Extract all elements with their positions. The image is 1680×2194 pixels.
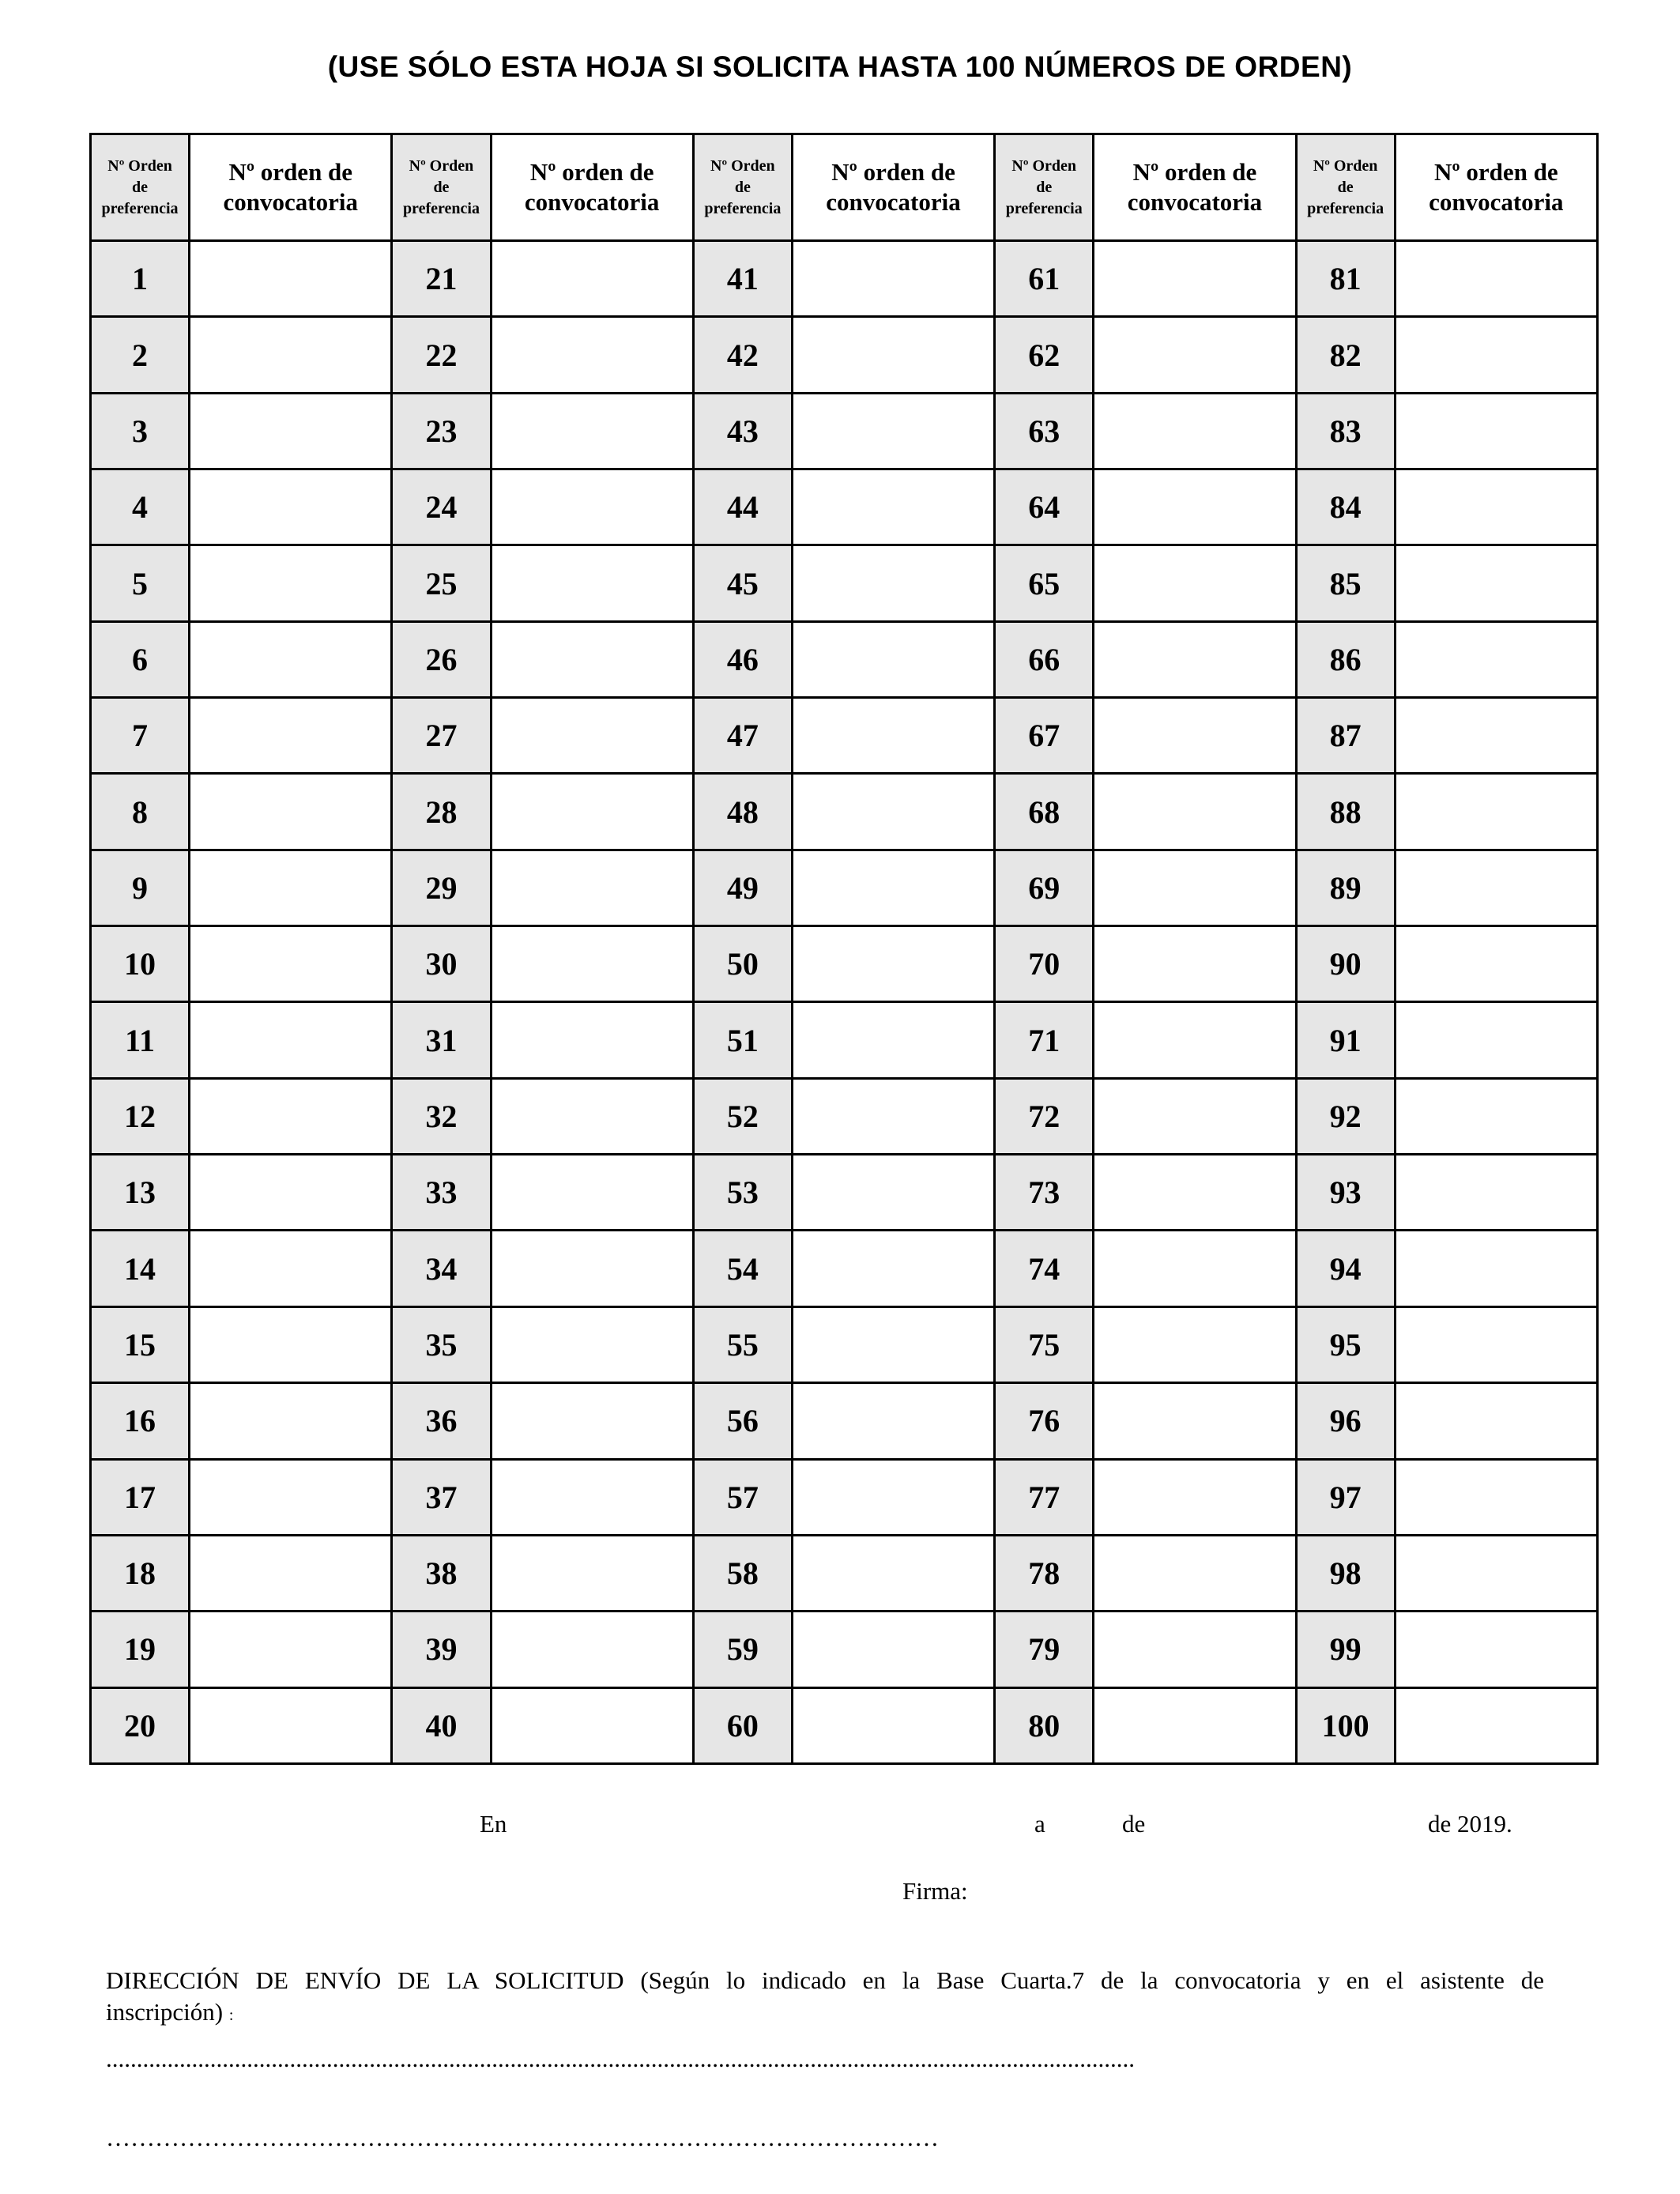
day-connector: a <box>1034 1810 1045 1838</box>
call-order-entry-cell[interactable] <box>792 1078 994 1154</box>
month-connector: de <box>1122 1810 1146 1838</box>
preference-number: 82 <box>1296 317 1395 393</box>
preference-number: 40 <box>392 1687 491 1763</box>
call-order-entry-cell[interactable] <box>1094 1306 1296 1382</box>
call-order-entry-cell[interactable] <box>491 317 693 393</box>
call-order-entry-cell[interactable] <box>190 621 392 697</box>
call-order-entry-cell[interactable] <box>491 926 693 1002</box>
call-order-entry-cell[interactable] <box>1094 1231 1296 1306</box>
header-call-text: Nº orden de <box>529 158 654 186</box>
header-preference-order <box>1296 134 1395 241</box>
preference-number: 78 <box>995 1535 1094 1611</box>
preference-number: 10 <box>91 926 190 1002</box>
call-order-entry-cell[interactable] <box>190 850 392 925</box>
header-preference-text: de <box>1036 178 1053 196</box>
table-row <box>91 1383 1598 1459</box>
table-row <box>91 393 1598 469</box>
preference-number: 97 <box>1296 1459 1395 1535</box>
call-order-entry-cell[interactable] <box>491 393 693 469</box>
shipping-address-colon: : <box>228 2007 234 2024</box>
preference-number: 80 <box>995 1687 1094 1763</box>
header-preference-text: de <box>132 178 149 196</box>
preference-table <box>89 133 1599 1765</box>
call-order-entry-cell[interactable] <box>1094 469 1296 545</box>
call-order-entry-cell[interactable] <box>792 926 994 1002</box>
preference-number: 52 <box>693 1078 792 1154</box>
preference-number: 2 <box>91 317 190 393</box>
preference-number: 51 <box>693 1002 792 1078</box>
preference-number: 18 <box>91 1535 190 1611</box>
table-row <box>91 1612 1598 1687</box>
preference-number: 58 <box>693 1535 792 1611</box>
preference-number: 26 <box>392 621 491 697</box>
call-order-entry-cell[interactable] <box>792 1612 994 1687</box>
preference-number: 70 <box>995 926 1094 1002</box>
preference-number: 39 <box>392 1612 491 1687</box>
call-order-entry-cell[interactable] <box>1395 698 1597 774</box>
preference-number: 50 <box>693 926 792 1002</box>
preference-number: 21 <box>392 241 491 317</box>
preference-number: 28 <box>392 774 491 850</box>
preference-number: 35 <box>392 1306 491 1382</box>
preference-number: 36 <box>392 1383 491 1459</box>
header-preference-text: Nº Orden <box>107 156 172 175</box>
call-order-entry-cell[interactable] <box>1395 469 1597 545</box>
call-order-entry-cell[interactable] <box>1094 545 1296 621</box>
header-preference-text: preferencia <box>704 199 782 217</box>
preference-number: 74 <box>995 1231 1094 1306</box>
preference-number: 81 <box>1296 241 1395 317</box>
call-order-entry-cell[interactable] <box>190 393 392 469</box>
preference-number: 7 <box>91 698 190 774</box>
call-order-entry-cell[interactable] <box>1094 393 1296 469</box>
header-preference-text: Nº Orden <box>1011 156 1077 175</box>
preference-number: 73 <box>995 1155 1094 1231</box>
signature-label: Firma: <box>902 1877 968 1905</box>
call-order-entry-cell[interactable] <box>1395 1687 1597 1763</box>
call-order-entry-cell[interactable] <box>491 1535 693 1611</box>
header-call-text: convocatoria <box>1429 188 1564 216</box>
call-order-entry-cell[interactable] <box>491 698 693 774</box>
preference-number: 53 <box>693 1155 792 1231</box>
call-order-entry-cell[interactable] <box>792 1535 994 1611</box>
header-preference-text: de <box>433 178 450 196</box>
call-order-entry-cell[interactable] <box>190 1002 392 1078</box>
table-row <box>91 545 1598 621</box>
call-order-entry-cell[interactable] <box>792 1002 994 1078</box>
preference-number: 75 <box>995 1306 1094 1382</box>
call-order-entry-cell[interactable] <box>1094 850 1296 925</box>
call-order-entry-cell[interactable] <box>491 241 693 317</box>
table-row <box>91 317 1598 393</box>
year-label: de 2019. <box>1428 1810 1512 1838</box>
preference-number: 67 <box>995 698 1094 774</box>
header-preference-order <box>995 134 1094 241</box>
table-row <box>91 1155 1598 1231</box>
header-call-text: Nº orden de <box>1132 158 1257 186</box>
call-order-entry-cell[interactable] <box>1395 850 1597 925</box>
call-order-entry-cell[interactable] <box>491 774 693 850</box>
preference-number: 54 <box>693 1231 792 1306</box>
call-order-entry-cell[interactable] <box>1395 393 1597 469</box>
preference-number: 66 <box>995 621 1094 697</box>
call-order-entry-cell[interactable] <box>190 1306 392 1382</box>
call-order-entry-cell[interactable] <box>1395 1231 1597 1306</box>
header-call-text: convocatoria <box>223 188 358 216</box>
call-order-entry-cell[interactable] <box>491 545 693 621</box>
call-order-entry-cell[interactable] <box>1395 1459 1597 1535</box>
call-order-entry-cell[interactable] <box>190 1231 392 1306</box>
header-call-order <box>1395 134 1597 241</box>
preference-number: 3 <box>91 393 190 469</box>
preference-number: 38 <box>392 1535 491 1611</box>
preference-number: 22 <box>392 317 491 393</box>
table-row <box>91 241 1598 317</box>
table-row <box>91 1459 1598 1535</box>
preference-number: 59 <box>693 1612 792 1687</box>
call-order-entry-cell[interactable] <box>190 469 392 545</box>
preference-number: 71 <box>995 1002 1094 1078</box>
table-header-row <box>91 134 1598 241</box>
call-order-entry-cell[interactable] <box>1094 1612 1296 1687</box>
preference-number: 29 <box>392 850 491 925</box>
address-line-2[interactable]: ………………………………………………………………………………………… <box>106 2124 939 2151</box>
call-order-entry-cell[interactable] <box>1094 621 1296 697</box>
call-order-entry-cell[interactable] <box>491 1687 693 1763</box>
header-call-order <box>1094 134 1296 241</box>
table-row <box>91 1687 1598 1763</box>
call-order-entry-cell[interactable] <box>1395 926 1597 1002</box>
preference-number: 47 <box>693 698 792 774</box>
table-row <box>91 1535 1598 1611</box>
call-order-entry-cell[interactable] <box>1094 1459 1296 1535</box>
call-order-entry-cell[interactable] <box>792 545 994 621</box>
preference-number: 68 <box>995 774 1094 850</box>
call-order-entry-cell[interactable] <box>1094 1535 1296 1611</box>
preference-number: 62 <box>995 317 1094 393</box>
preference-number: 43 <box>693 393 792 469</box>
call-order-entry-cell[interactable] <box>792 774 994 850</box>
header-preference-text: Nº Orden <box>710 156 775 175</box>
preference-number: 45 <box>693 545 792 621</box>
preference-number: 32 <box>392 1078 491 1154</box>
preference-number: 9 <box>91 850 190 925</box>
call-order-entry-cell[interactable] <box>190 1078 392 1154</box>
preference-number: 15 <box>91 1306 190 1382</box>
call-order-entry-cell[interactable] <box>792 1155 994 1231</box>
preference-number: 98 <box>1296 1535 1395 1611</box>
call-order-entry-cell[interactable] <box>792 393 994 469</box>
preference-number: 65 <box>995 545 1094 621</box>
call-order-entry-cell[interactable] <box>491 1155 693 1231</box>
preference-number: 72 <box>995 1078 1094 1154</box>
call-order-entry-cell[interactable] <box>1395 1612 1597 1687</box>
preference-number: 46 <box>693 621 792 697</box>
header-call-text: convocatoria <box>524 188 660 216</box>
call-order-entry-cell[interactable] <box>190 1687 392 1763</box>
preference-number: 90 <box>1296 926 1395 1002</box>
preference-number: 57 <box>693 1459 792 1535</box>
preference-number: 33 <box>392 1155 491 1231</box>
call-order-entry-cell[interactable] <box>1094 698 1296 774</box>
call-order-entry-cell[interactable] <box>792 850 994 925</box>
preference-number: 49 <box>693 850 792 925</box>
header-preference-text: preferencia <box>402 199 480 217</box>
preference-number: 94 <box>1296 1231 1395 1306</box>
preference-number: 63 <box>995 393 1094 469</box>
call-order-entry-cell[interactable] <box>792 1306 994 1382</box>
call-order-entry-cell[interactable] <box>491 850 693 925</box>
table-row <box>91 698 1598 774</box>
page-title: (USE SÓLO ESTA HOJA SI SOLICITA HASTA 100 NÚMEROS DE ORDEN) <box>327 51 1353 83</box>
call-order-entry-cell[interactable] <box>792 1231 994 1306</box>
table-row <box>91 469 1598 545</box>
header-call-text: Nº orden de <box>831 158 955 186</box>
preference-number: 56 <box>693 1383 792 1459</box>
header-call-order <box>190 134 392 241</box>
call-order-entry-cell[interactable] <box>1395 1002 1597 1078</box>
preference-number: 12 <box>91 1078 190 1154</box>
call-order-entry-cell[interactable] <box>792 621 994 697</box>
preference-number: 42 <box>693 317 792 393</box>
preference-number: 61 <box>995 241 1094 317</box>
preference-number: 92 <box>1296 1078 1395 1154</box>
preference-number: 4 <box>91 469 190 545</box>
preference-number: 48 <box>693 774 792 850</box>
call-order-entry-cell[interactable] <box>491 1078 693 1154</box>
call-order-entry-cell[interactable] <box>491 1002 693 1078</box>
header-call-text: Nº orden de <box>228 158 353 186</box>
preference-number: 96 <box>1296 1383 1395 1459</box>
preference-number: 76 <box>995 1383 1094 1459</box>
call-order-entry-cell[interactable] <box>190 1612 392 1687</box>
preference-number: 77 <box>995 1459 1094 1535</box>
table-row <box>91 1306 1598 1382</box>
call-order-entry-cell[interactable] <box>1094 1383 1296 1459</box>
call-order-entry-cell[interactable] <box>1094 1002 1296 1078</box>
preference-number: 87 <box>1296 698 1395 774</box>
preference-number: 1 <box>91 241 190 317</box>
preference-number: 85 <box>1296 545 1395 621</box>
header-preference-text: Nº Orden <box>409 156 474 175</box>
table-row <box>91 850 1598 925</box>
preference-number: 64 <box>995 469 1094 545</box>
preference-number: 84 <box>1296 469 1395 545</box>
call-order-entry-cell[interactable] <box>190 1459 392 1535</box>
header-preference-text: Nº Orden <box>1313 156 1378 175</box>
header-call-text: Nº orden de <box>1434 158 1558 186</box>
table-row <box>91 1078 1598 1154</box>
call-order-entry-cell[interactable] <box>491 1612 693 1687</box>
table-row <box>91 621 1598 697</box>
table-row <box>91 1002 1598 1078</box>
shipping-address-label-line2: inscripción) <box>106 1998 224 2026</box>
shipping-address-label: DIRECCIÓN DE ENVÍO DE LA SOLICITUD (Según lo indicado en la Base Cuarta.7 de la convocatoria y en el asistente de <box>106 1966 1544 1994</box>
preference-number: 16 <box>91 1383 190 1459</box>
call-order-entry-cell[interactable] <box>190 241 392 317</box>
preference-number: 100 <box>1296 1687 1395 1763</box>
call-order-entry-cell[interactable] <box>190 926 392 1002</box>
header-preference-order <box>392 134 491 241</box>
preference-number: 95 <box>1296 1306 1395 1382</box>
preference-number: 34 <box>392 1231 491 1306</box>
header-preference-order <box>693 134 792 241</box>
call-order-entry-cell[interactable] <box>491 1306 693 1382</box>
call-order-entry-cell[interactable] <box>1395 1306 1597 1382</box>
call-order-entry-cell[interactable] <box>792 1383 994 1459</box>
call-order-entry-cell[interactable] <box>190 774 392 850</box>
header-preference-text: preferencia <box>1005 199 1083 217</box>
header-call-text: convocatoria <box>826 188 961 216</box>
call-order-entry-cell[interactable] <box>491 1231 693 1306</box>
address-line-1[interactable]: ........................................................................................................................................................................ <box>106 2045 1135 2072</box>
place-label: En <box>480 1810 507 1838</box>
preference-number: 20 <box>91 1687 190 1763</box>
call-order-entry-cell[interactable] <box>491 469 693 545</box>
preference-number: 6 <box>91 621 190 697</box>
preference-number: 37 <box>392 1459 491 1535</box>
shipping-address-label-cont <box>106 1998 233 2026</box>
table-row <box>91 1231 1598 1306</box>
preference-number: 88 <box>1296 774 1395 850</box>
preference-number: 8 <box>91 774 190 850</box>
call-order-entry-cell[interactable] <box>1395 774 1597 850</box>
header-call-text: convocatoria <box>1127 188 1263 216</box>
call-order-entry-cell[interactable] <box>1395 1078 1597 1154</box>
call-order-entry-cell[interactable] <box>1094 926 1296 1002</box>
call-order-entry-cell[interactable] <box>1094 1155 1296 1231</box>
call-order-entry-cell[interactable] <box>1395 317 1597 393</box>
preference-number: 60 <box>693 1687 792 1763</box>
call-order-entry-cell[interactable] <box>792 469 994 545</box>
call-order-entry-cell[interactable] <box>1094 1078 1296 1154</box>
call-order-entry-cell[interactable] <box>491 621 693 697</box>
call-order-entry-cell[interactable] <box>190 1155 392 1231</box>
preference-number: 44 <box>693 469 792 545</box>
preference-number: 23 <box>392 393 491 469</box>
preference-number: 31 <box>392 1002 491 1078</box>
call-order-entry-cell[interactable] <box>190 317 392 393</box>
call-order-entry-cell[interactable] <box>1395 1383 1597 1459</box>
preference-number: 19 <box>91 1612 190 1687</box>
call-order-entry-cell[interactable] <box>1395 545 1597 621</box>
call-order-entry-cell[interactable] <box>190 698 392 774</box>
call-order-entry-cell[interactable] <box>1094 774 1296 850</box>
preference-number: 86 <box>1296 621 1395 697</box>
table-row <box>91 926 1598 1002</box>
preference-number: 91 <box>1296 1002 1395 1078</box>
call-order-entry-cell[interactable] <box>1094 241 1296 317</box>
call-order-entry-cell[interactable] <box>491 1383 693 1459</box>
preference-number: 24 <box>392 469 491 545</box>
call-order-entry-cell[interactable] <box>792 241 994 317</box>
call-order-entry-cell[interactable] <box>1094 317 1296 393</box>
preference-number: 79 <box>995 1612 1094 1687</box>
call-order-entry-cell[interactable] <box>1395 621 1597 697</box>
preference-number: 5 <box>91 545 190 621</box>
call-order-entry-cell[interactable] <box>1395 1535 1597 1611</box>
header-call-order <box>792 134 994 241</box>
preference-number: 30 <box>392 926 491 1002</box>
preference-number: 55 <box>693 1306 792 1382</box>
header-preference-text: preferencia <box>101 199 179 217</box>
preference-number: 17 <box>91 1459 190 1535</box>
table-body <box>91 241 1598 1764</box>
header-preference-text: de <box>1337 178 1354 196</box>
call-order-entry-cell[interactable] <box>1094 1687 1296 1763</box>
table-row <box>91 774 1598 850</box>
preference-number: 13 <box>91 1155 190 1231</box>
preference-number: 83 <box>1296 393 1395 469</box>
preference-number: 27 <box>392 698 491 774</box>
call-order-entry-cell[interactable] <box>491 1459 693 1535</box>
call-order-entry-cell[interactable] <box>1395 1155 1597 1231</box>
header-call-order <box>491 134 693 241</box>
preference-number: 11 <box>91 1002 190 1078</box>
preference-number: 69 <box>995 850 1094 925</box>
call-order-entry-cell[interactable] <box>190 545 392 621</box>
preference-number: 14 <box>91 1231 190 1306</box>
call-order-entry-cell[interactable] <box>190 1383 392 1459</box>
call-order-entry-cell[interactable] <box>792 1459 994 1535</box>
header-preference-text: de <box>734 178 751 196</box>
preference-number: 25 <box>392 545 491 621</box>
call-order-entry-cell[interactable] <box>190 1535 392 1611</box>
call-order-entry-cell[interactable] <box>792 698 994 774</box>
call-order-entry-cell[interactable] <box>1395 241 1597 317</box>
header-preference-text: preferencia <box>1307 199 1384 217</box>
preference-number: 89 <box>1296 850 1395 925</box>
call-order-entry-cell[interactable] <box>792 317 994 393</box>
header-preference-order <box>91 134 190 241</box>
preference-number: 93 <box>1296 1155 1395 1231</box>
preference-number: 99 <box>1296 1612 1395 1687</box>
preference-number: 41 <box>693 241 792 317</box>
call-order-entry-cell[interactable] <box>792 1687 994 1763</box>
